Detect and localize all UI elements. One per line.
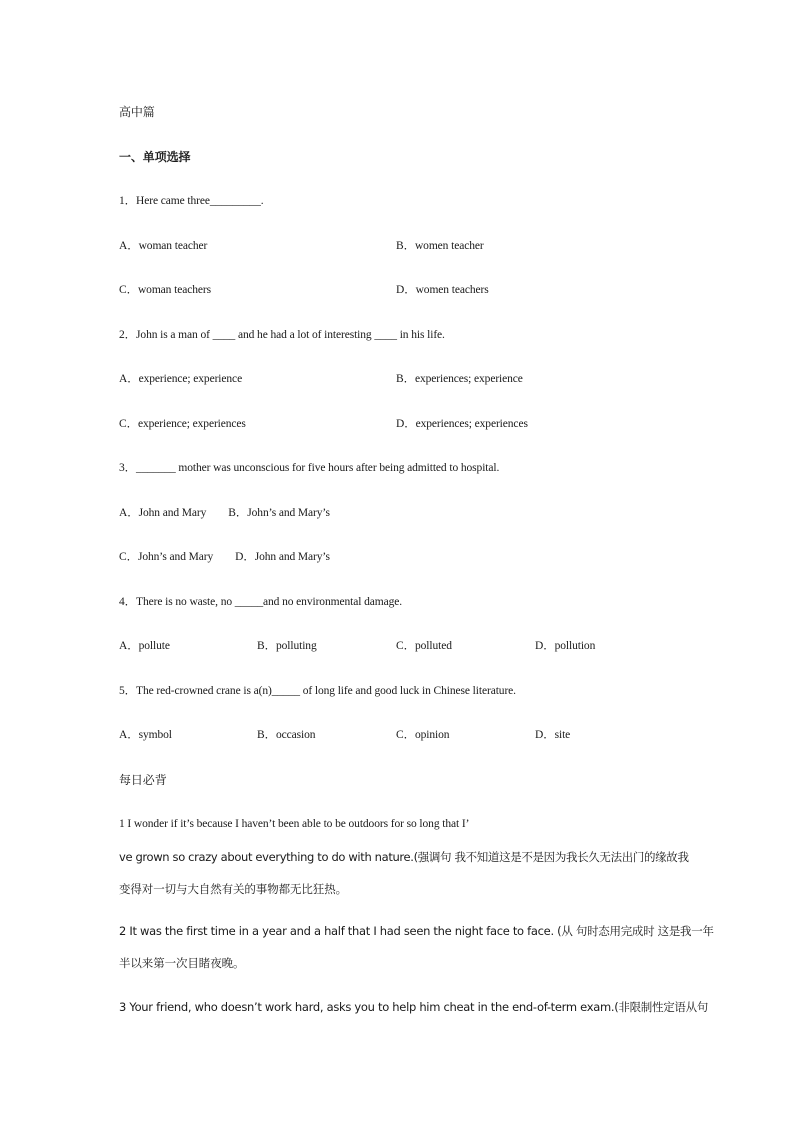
daily-item-1-line-2: ve grown so crazy about everything to do with nature.(强调句 我不知道这是不是因为我长久无法出门的缘故我 xyxy=(119,850,689,864)
question-3-option-a: A．John and Mary xyxy=(119,507,207,519)
question-4-stem: 4．There is no waste, no _____and no environmental damage. xyxy=(119,596,403,608)
question-3-option-d: D．John and Mary’s xyxy=(235,551,330,563)
question-5-option-a: A．symbol xyxy=(119,729,172,741)
question-1-option-a: A．woman teacher xyxy=(119,240,208,252)
question-5-stem: 5．The red-crowned crane is a(n)_____ of long life and good luck in Chinese literature. xyxy=(119,685,516,697)
question-2-option-c: C．experience; experiences xyxy=(119,418,246,430)
question-5-option-d: D．site xyxy=(535,729,571,741)
daily-item-3-line-1: 3 Your friend, who doesn’t work hard, asks you to help him cheat in the end-of-term exam.(非限制性定语从句 xyxy=(119,1000,709,1014)
question-1-option-b: B．women teacher xyxy=(396,240,484,252)
question-2-stem: 2．John is a man of ____ and he had a lot of interesting ____ in his life. xyxy=(119,329,445,341)
question-5-option-c: C．opinion xyxy=(396,729,450,741)
question-2-option-b: B．experiences; experience xyxy=(396,373,523,385)
daily-title: 每日必背 xyxy=(119,773,167,787)
question-4-option-b: B．polluting xyxy=(257,640,317,652)
question-3-stem: 3．_______ mother was unconscious for five hours after being admitted to hospital. xyxy=(119,462,500,474)
question-1-option-d: D．women teachers xyxy=(396,284,489,296)
question-3-options-row-1 xyxy=(119,505,330,521)
question-1-stem: 1．Here came three_________. xyxy=(119,195,264,207)
question-2-option-d: D．experiences; experiences xyxy=(396,418,528,430)
question-3-option-b: B．John’s and Mary’s xyxy=(228,507,330,519)
daily-item-1-line-1: 1 I wonder if it’s because I haven’t been able to be outdoors for so long that I’ xyxy=(119,818,470,830)
question-4-option-a: A．pollute xyxy=(119,640,170,652)
question-3-option-c: C．John’s and Mary xyxy=(119,551,214,563)
section-title: 高中篇 xyxy=(119,105,155,119)
question-2-option-a: A．experience; experience xyxy=(119,373,243,385)
question-4-option-d: D．pollution xyxy=(535,640,596,652)
part-title: 一、单项选择 xyxy=(119,150,191,164)
daily-item-2-line-1: 2 It was the first time in a year and a half that I had seen the night face to face. (从 句时态用完成时 这是我一年 xyxy=(119,924,714,938)
daily-item-1-line-3: 变得对一切与大自然有关的事物都无比狂热。 xyxy=(119,882,347,896)
question-5-option-b: B．occasion xyxy=(257,729,316,741)
question-1-option-c: C．woman teachers xyxy=(119,284,211,296)
question-3-options-row-2 xyxy=(119,549,330,565)
daily-item-2-line-2: 半以来第一次目睹夜晚。 xyxy=(119,956,245,970)
question-4-option-c: C．polluted xyxy=(396,640,452,652)
